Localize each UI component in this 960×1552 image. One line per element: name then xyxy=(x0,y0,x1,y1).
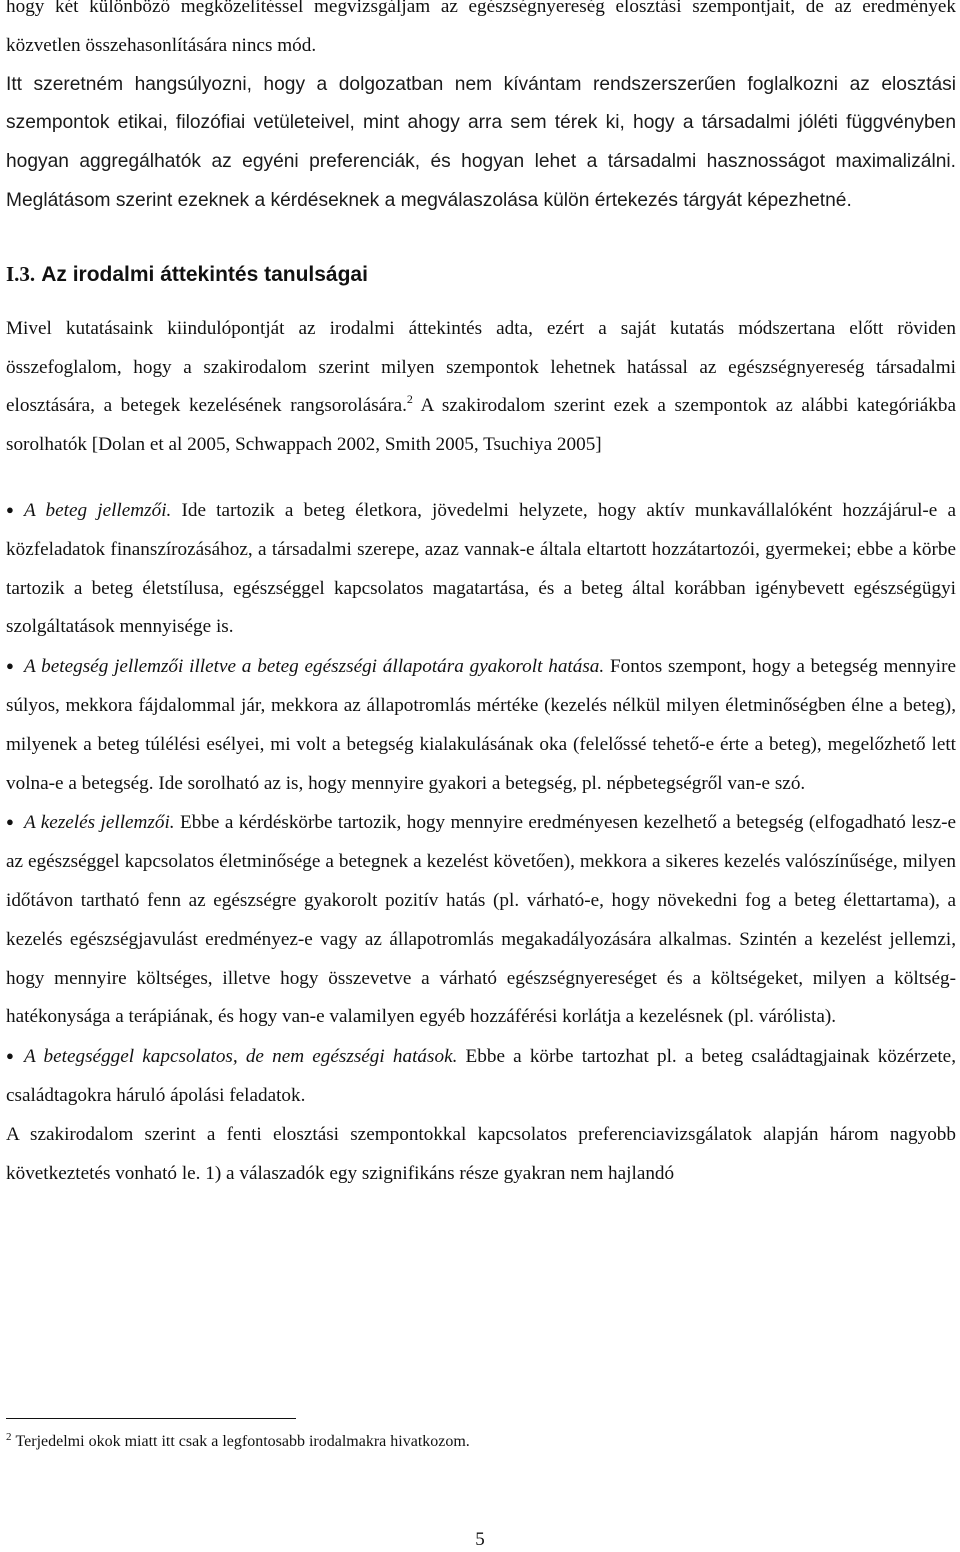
list-item xyxy=(6,491,956,647)
bullet-icon: ● xyxy=(6,1048,14,1064)
bullet-icon: ● xyxy=(6,501,14,517)
body-paragraph xyxy=(6,310,956,465)
list-item-title: A betegséggel kapcsolatos, de nem egészségi hatások. xyxy=(24,1046,458,1068)
list-item xyxy=(6,803,956,1037)
closing-paragraph: A szakirodalom szerint a fenti elosztási szempontokkal kapcsolatos preferenciavizsgálatok alapján három nagyobb következtetés vonható le. 1) a válaszadók egy szignifikáns része gyakran nem hajlandó xyxy=(6,1123,956,1184)
footnote-reference[interactable]: 2 xyxy=(406,392,413,407)
body-paragraph-continuation: A szakirodalom szerint ezek a szempontok az alábbi kategóriákba sorolhatók [Dolan et al 2005, Schwappach 2002, Smith 2005, Tsuchiya 2005] xyxy=(6,395,956,456)
section-title: Az irodalmi áttekintés tanulságai xyxy=(41,262,368,286)
list-item-text: Fontos szempont, hogy a betegség mennyire súlyos, mekkora fájdalommal jár, mekkora az állapotromlás mértéke (kezelés nélkül milyen életminőségben élne a beteg), milyenek a beteg túlélési esélyei, mi volt a betegség kialakulásának oka (felelőssé tehető-e érte a beteg), megelőzhető lett volna-e a betegség. Ide sorolható az is, hogy mennyire gyakori a betegség, pl. népbetegségről van-e szó. xyxy=(6,656,957,794)
footnote-number: 2 xyxy=(6,1431,12,1443)
criteria-list xyxy=(6,491,956,1116)
page-content xyxy=(6,0,956,1193)
list-item xyxy=(6,647,956,803)
intro-line: hogy két különböző megközelítéssel megvizsgáljam az egészségnyereség elosztási szempontjait, de az eredmények közvetlen összehasonlítására nincs mód. xyxy=(6,0,956,56)
list-item-text: Ebbe a kérdéskörbe tartozik, hogy mennyire eredményesen kezelhető a betegség (elfogadható lesz-e az egészséggel kapcsolatos életminősége a betegnek a kezelést követően), mekkora a sikeres kezelés valószínűsége, milyen időtávon tartható fenn az egészségre gyakorolt pozitív hatás (pl. várható-e, hogy növekedni fog a beteg élettartama), a kezelés egészségjavulást eredményez-e vagy az állapotromlás megakadályozására alkalmas. Szintén a kezelést jellemzi, hogy mennyire költséges, illetve hogy összevetve a várható egészségnyereséget és a költségeket, milyen a költség-hatékonysága a terápiának, és hogy van-e valamilyen egyéb hozzáférési korlátja a kezelésnek (pl. várólista). xyxy=(6,812,956,1028)
intro-paragraph: Itt szeretném hangsúlyozni, hogy a dolgozatban nem kívántam rendszerszerűen foglalkozni az elosztási szempontok etikai, filozófiai vetületeivel, mint ahogy arra sem térek ki, hogy a társadalmi jóléti függvényben hogyan aggregálhatók az egyéni preferenciák, és hogyan lehet a társadalmi hasznosságot maximalizálni. Meglátásom szerint ezeknek a kérdéseknek a megválaszolása külön értekezés tárgyát képezhetné. xyxy=(6,73,956,211)
section-number: I.3. xyxy=(6,261,36,286)
footnote-text: Terjedelmi okok miatt itt csak a legfontosabb irodalmakra hivatkozom. xyxy=(15,1433,470,1450)
list-item-title: A kezelés jellemzői. xyxy=(24,812,175,834)
footnote-divider xyxy=(6,1418,296,1419)
list-item xyxy=(6,1037,956,1116)
list-item-title: A beteg jellemzői. xyxy=(24,499,172,521)
bullet-icon: ● xyxy=(6,658,14,674)
spacer xyxy=(6,465,956,491)
page-number: 5 xyxy=(475,1529,485,1550)
list-item-text: Ide tartozik a beteg életkora, jövedelmi helyzete, hogy aktív munkavállalóként hozzájárul-e a közfeladatok finanszírozásához, a társadalmi szerepe, azaz vannak-e általa eltartott hozzátartozói, gyermekei; ebbe a körbe tartozik a beteg életstílusa, egészséggel kapcsolatos magatartása, és a beteg által korábban igénybevett egészségügyi szolgáltatások mennyisége is. xyxy=(6,499,956,638)
list-item-text: Ebbe a körbe tartozhat pl. a beteg családtagjainak közérzete, családtagokra háruló ápolási feladatok. xyxy=(6,1046,956,1106)
section-heading xyxy=(6,259,956,290)
bullet-icon: ● xyxy=(6,814,14,830)
list-item-title: A betegség jellemzői illetve a beteg egészségi állapotára gyakorolt hatása. xyxy=(24,656,605,678)
footnote xyxy=(6,1430,470,1454)
body-paragraph-text: Mivel kutatásaink kiindulópontját az irodalmi áttekintés adta, ezért a saját kutatás módszertana előtt röviden összefoglalom, hogy a szakirodalom szerint milyen szempontok lehetnek hatással az egészségnyereség társadalmi elosztására, a betegek kezelésének rangsorolására. xyxy=(6,317,956,417)
